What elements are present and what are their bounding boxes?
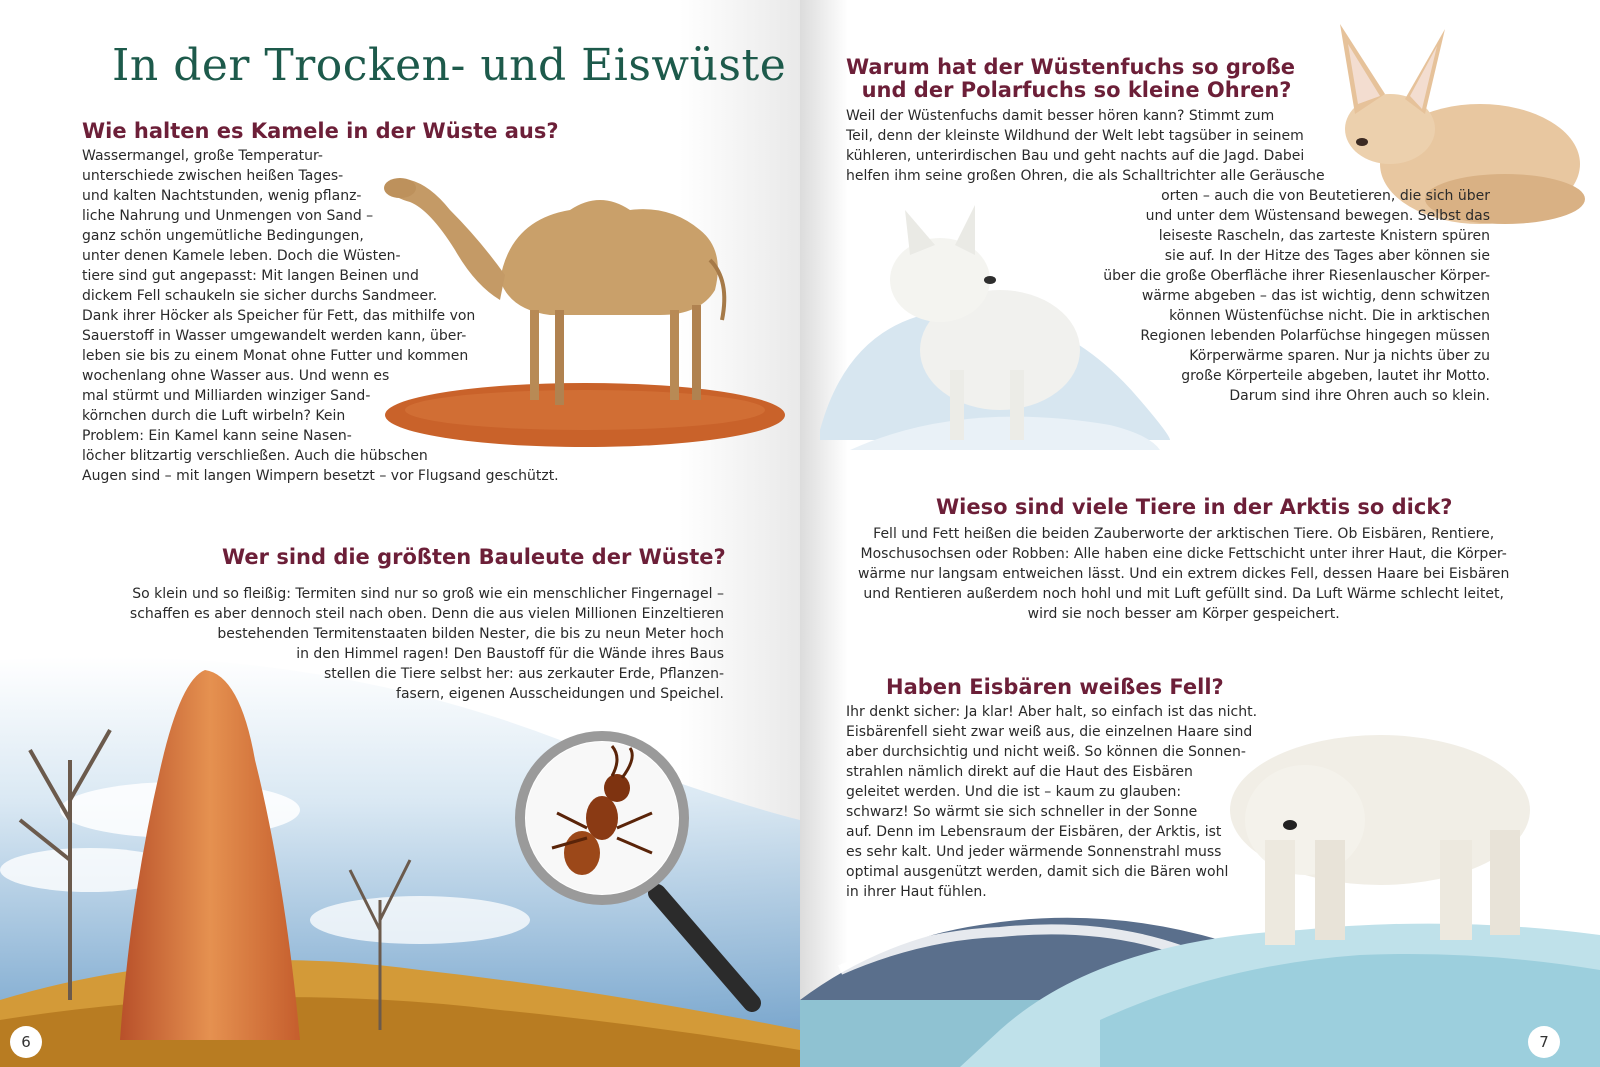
text-line: können Wüstenfüchse nicht. Die in arktischen [1169, 308, 1490, 324]
text-line: Problem: Ein Kamel kann seine Nasen- [82, 428, 352, 444]
text-line: leiseste Rascheln, das zarteste Knistern spüren [1158, 228, 1490, 244]
text-line: mal stürmt und Milliarden winziger Sand- [82, 388, 371, 404]
text-line: tiere sind gut angepasst: Mit langen Beinen und [82, 268, 419, 284]
text-line: dickem Fell schaukeln sie sicher durchs Sandmeer. [82, 288, 438, 304]
text-line: Weil der Wüstenfuchs damit besser hören kann? Stimmt zum [846, 108, 1275, 124]
polar-bear-text [846, 702, 1257, 902]
arctic-text [858, 524, 1509, 624]
text-line: schaffen es aber dennoch steil nach oben. Denn die aus vielen Millionen Einzeltieren [129, 606, 724, 622]
text-line: wochenlang ohne Wasser aus. Und wenn es [82, 368, 390, 384]
text-line: und unter dem Wüstensand bewegen. Selbst das [1145, 208, 1490, 224]
heading-termites: Wer sind die größten Bauleute der Wüste? [222, 545, 726, 569]
text-line: über die große Oberfläche ihrer Riesenlauscher Körper- [1103, 268, 1490, 284]
text-line: stellen die Tiere selbst her: aus zerkauter Erde, Pflanzen- [323, 666, 724, 682]
text-line: strahlen nämlich direkt auf die Haut des Eisbären [846, 764, 1193, 780]
text-line: So klein und so fleißig: Termiten sind nur so groß wie ein menschlicher Fingernagel – [132, 586, 724, 602]
text-line: und kalten Nachtstunden, wenig pflanz- [82, 188, 362, 204]
text-line: Ihr denkt sicher: Ja klar! Aber halt, so einfach ist das nicht. [846, 704, 1258, 720]
text-line: wärme nur langsam entweichen lässt. Und ein extrem dickes Fell, dessen Haare bei Eisbären [858, 566, 1510, 582]
text-line: Darum sind ihre Ohren auch so klein. [1229, 388, 1490, 404]
text-line: und Rentieren außerdem noch hohl und mit Luft gefüllt sind. Da Luft Wärme schlecht leitet, [863, 586, 1504, 602]
text-line: es sehr kalt. Und jeder wärmende Sonnenstrahl muss [846, 844, 1222, 860]
heading-line: Warum hat der Wüstenfuchs so große [846, 55, 1296, 79]
text-line: leben sie bis zu einem Monat ohne Futter und kommen [82, 348, 469, 364]
termite-text [130, 584, 724, 704]
text-line: unter denen Kamele leben. Doch die Wüsten- [82, 248, 401, 264]
text-line: fasern, eigenen Ausscheidungen und Speichel. [396, 686, 724, 702]
text-line: bestehenden Termitenstaaten bilden Nester, die bis zu neun Meter hoch [217, 626, 724, 642]
text-line: Körperwärme sparen. Nur ja nichts über zu [1189, 348, 1490, 364]
text-line: orten – auch die von Beutetieren, die sich über [1161, 188, 1490, 204]
text-line: liche Nahrung und Unmengen von Sand – [82, 208, 374, 224]
text-line: helfen ihm seine großen Ohren, die als Schalltrichter alle Geräusche [846, 168, 1325, 184]
text-line: kühleren, unterirdischen Bau und geht nachts auf die Jagd. Dabei [846, 148, 1305, 164]
text-line: löcher blitzartig verschließen. Auch die hübschen [82, 448, 428, 464]
text-line: Wassermangel, große Temperatur- [82, 148, 323, 164]
magnifier-termite-illustration [512, 718, 772, 1018]
text-line: in den Himmel ragen! Den Baustoff für die Wände ihres Baus [296, 646, 724, 662]
text-line: wird sie noch besser am Körper gespeichert. [1027, 606, 1340, 622]
text-line: in ihrer Haut fühlen. [846, 884, 987, 900]
heading-foxes [846, 56, 1295, 102]
text-line: unterschiede zwischen heißen Tages- [82, 168, 344, 184]
text-line: Fell und Fett heißen die beiden Zauberworte der arktischen Tiere. Ob Eisbären, Rentiere, [873, 526, 1495, 542]
text-line: auf. Denn im Lebensraum der Eisbären, der Arktis, ist [846, 824, 1222, 840]
heading-camels: Wie halten es Kamele in der Wüste aus? [82, 119, 559, 143]
text-line: Sauerstoff in Wasser umgewandelt werden kann, über- [82, 328, 467, 344]
text-line: geleitet werden. Und die ist – kaum zu glauben: [846, 784, 1182, 800]
heading-polar-bear: Haben Eisbären weißes Fell? [886, 675, 1224, 699]
page-number-left: 6 [10, 1026, 42, 1058]
text-line: schwarz! So wärmt sie sich schneller in der Sonne [846, 804, 1198, 820]
text-line: Regionen lebenden Polarfüchse hingegen müssen [1140, 328, 1490, 344]
text-line: Dank ihrer Höcker als Speicher für Fett, das mithilfe von [82, 308, 476, 324]
text-line: Teil, denn der kleinste Wildhund der Welt lebt tagsüber in seinem [846, 128, 1304, 144]
text-line: sie auf. In der Hitze des Tages aber können sie [1164, 248, 1490, 264]
text-line: aber durchsichtig und nicht weiß. So können die Sonnen- [846, 744, 1246, 760]
heading-line: und der Polarfuchs so kleine Ohren? [861, 78, 1292, 102]
text-line: ganz schön ungemütliche Bedingungen, [82, 228, 364, 244]
page-title: In der Trocken- und Eiswüste [112, 40, 787, 91]
camel-text [82, 146, 559, 486]
fox-text-bottom [1103, 186, 1490, 406]
text-line: Eisbärenfell sieht zwar weiß aus, die einzelnen Haare sind [846, 724, 1253, 740]
text-line: wärme abgeben – das ist wichtig, denn schwitzen [1141, 288, 1490, 304]
text-line: Moschusochsen oder Robben: Alle haben eine dicke Fettschicht unter ihrer Haut, die Körper- [860, 546, 1507, 562]
right-page [800, 0, 1600, 1067]
page-number-right: 7 [1528, 1026, 1560, 1058]
heading-arctic-animals: Wieso sind viele Tiere in der Arktis so dick? [936, 495, 1453, 519]
text-line: optimal ausgenützt werden, damit sich die Bären wohl [846, 864, 1229, 880]
fox-text-top [846, 106, 1325, 186]
text-line: körnchen durch die Luft wirbeln? Kein [82, 408, 346, 424]
text-line: Augen sind – mit langen Wimpern besetzt – vor Flugsand geschützt. [82, 468, 559, 484]
text-line: große Körperteile abgeben, lautet ihr Motto. [1181, 368, 1490, 384]
